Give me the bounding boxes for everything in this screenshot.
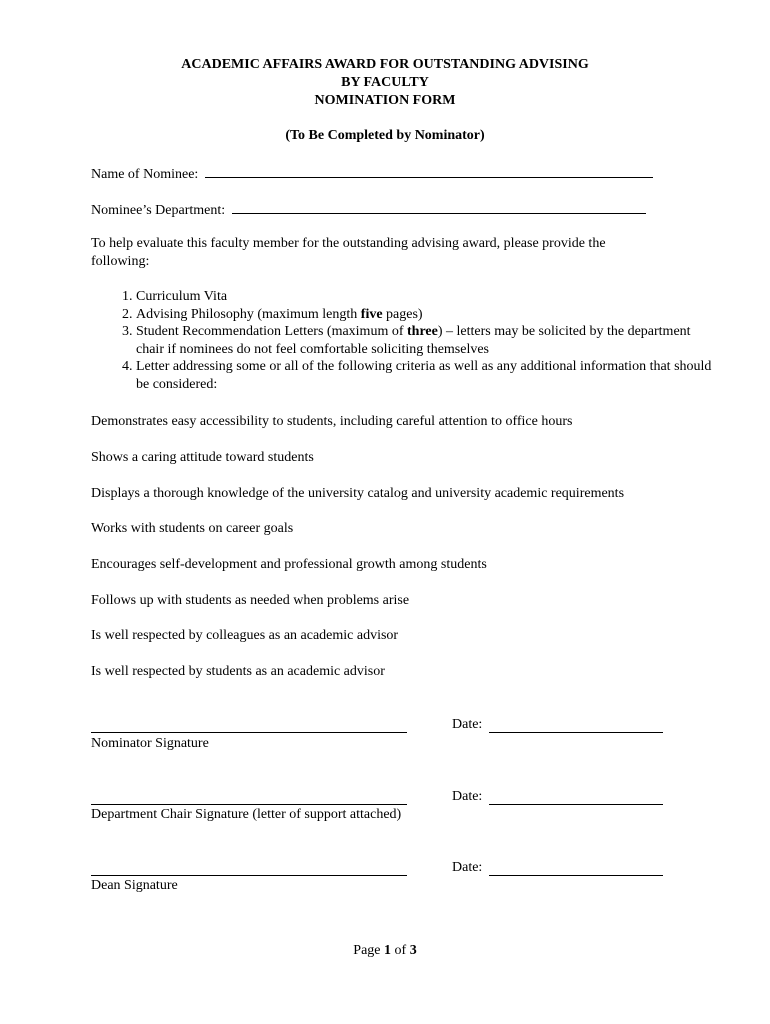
- requirement-text: Letter addressing some or all of the following criteria as well as any additional information that should be considered:: [136, 359, 712, 392]
- criterion-item: Encourages self-development and professional growth among students: [91, 557, 487, 572]
- criterion-item: Is well respected by colleagues as an academic advisor: [91, 628, 399, 643]
- nominee-department-field: [91, 201, 646, 219]
- requirement-text: Student Recommendation Letters (maximum of: [136, 324, 407, 339]
- requirement-item: [136, 306, 716, 324]
- criterion-item: Shows a caring attitude toward students: [91, 450, 314, 465]
- criterion-item: Follows up with students as needed when problems arise: [91, 593, 410, 608]
- requirement-item: [136, 358, 716, 393]
- requirement-text: Advising Philosophy (maximum length: [136, 306, 361, 322]
- nominator-date-label: Date:: [452, 717, 483, 732]
- page-number: [0, 943, 770, 959]
- title-line-3: NOMINATION FORM: [314, 93, 456, 108]
- requirements-list: [91, 288, 716, 393]
- dean-date-line[interactable]: [489, 875, 663, 876]
- criterion-item: Is well respected by students as an academic advisor: [91, 664, 385, 679]
- chair-signature-label: Department Chair Signature (letter of support attached): [91, 807, 402, 822]
- nominee-department-label: Nominee’s Department:: [91, 203, 226, 218]
- requirement-text: Curriculum Vita: [136, 289, 228, 304]
- nominator-signature-label: Nominator Signature: [91, 736, 209, 751]
- criterion-item: Works with students on career goals: [91, 521, 294, 536]
- requirement-item: [136, 288, 716, 306]
- requirement-text: ) – letters may be solicited by the department chair if nominees do not feel comfortable soliciting themselves: [136, 324, 691, 357]
- requirement-emphasis: five: [360, 306, 383, 322]
- chair-date-label: Date:: [452, 789, 483, 804]
- nominee-name-input-line[interactable]: [205, 165, 653, 178]
- form-subtitle: (To Be Completed by Nominator): [285, 128, 485, 143]
- nominator-date-line[interactable]: [489, 732, 663, 733]
- intro-paragraph: To help evaluate this faculty member for the outstanding advising award, please provide the following:: [91, 236, 606, 269]
- page-word: Page: [353, 943, 385, 958]
- title-line-1: ACADEMIC AFFAIRS AWARD FOR OUTSTANDING ADVISING: [181, 57, 589, 72]
- nominator-signature-line[interactable]: [91, 732, 407, 733]
- of-word: of: [391, 943, 410, 958]
- dean-signature-line[interactable]: [91, 875, 407, 876]
- requirement-item: [136, 323, 716, 358]
- dean-date-label: Date:: [452, 860, 483, 875]
- dean-signature-label: Dean Signature: [91, 878, 178, 893]
- chair-signature-line[interactable]: [91, 804, 407, 805]
- form-title: [0, 56, 770, 110]
- nominee-name-field: [91, 165, 653, 183]
- criterion-item: Demonstrates easy accessibility to students, including careful attention to office hours: [91, 414, 573, 429]
- nominee-department-input-line[interactable]: [232, 201, 646, 214]
- requirement-text: pages): [382, 306, 423, 322]
- chair-date-line[interactable]: [489, 804, 663, 805]
- title-line-2: BY FACULTY: [341, 75, 429, 90]
- criterion-item: Displays a thorough knowledge of the university catalog and university academic requirements: [91, 486, 625, 501]
- page-total: 3: [409, 943, 417, 958]
- page-current: 1: [384, 943, 392, 958]
- requirement-emphasis: three: [407, 324, 438, 339]
- nominee-name-label: Name of Nominee:: [91, 167, 199, 182]
